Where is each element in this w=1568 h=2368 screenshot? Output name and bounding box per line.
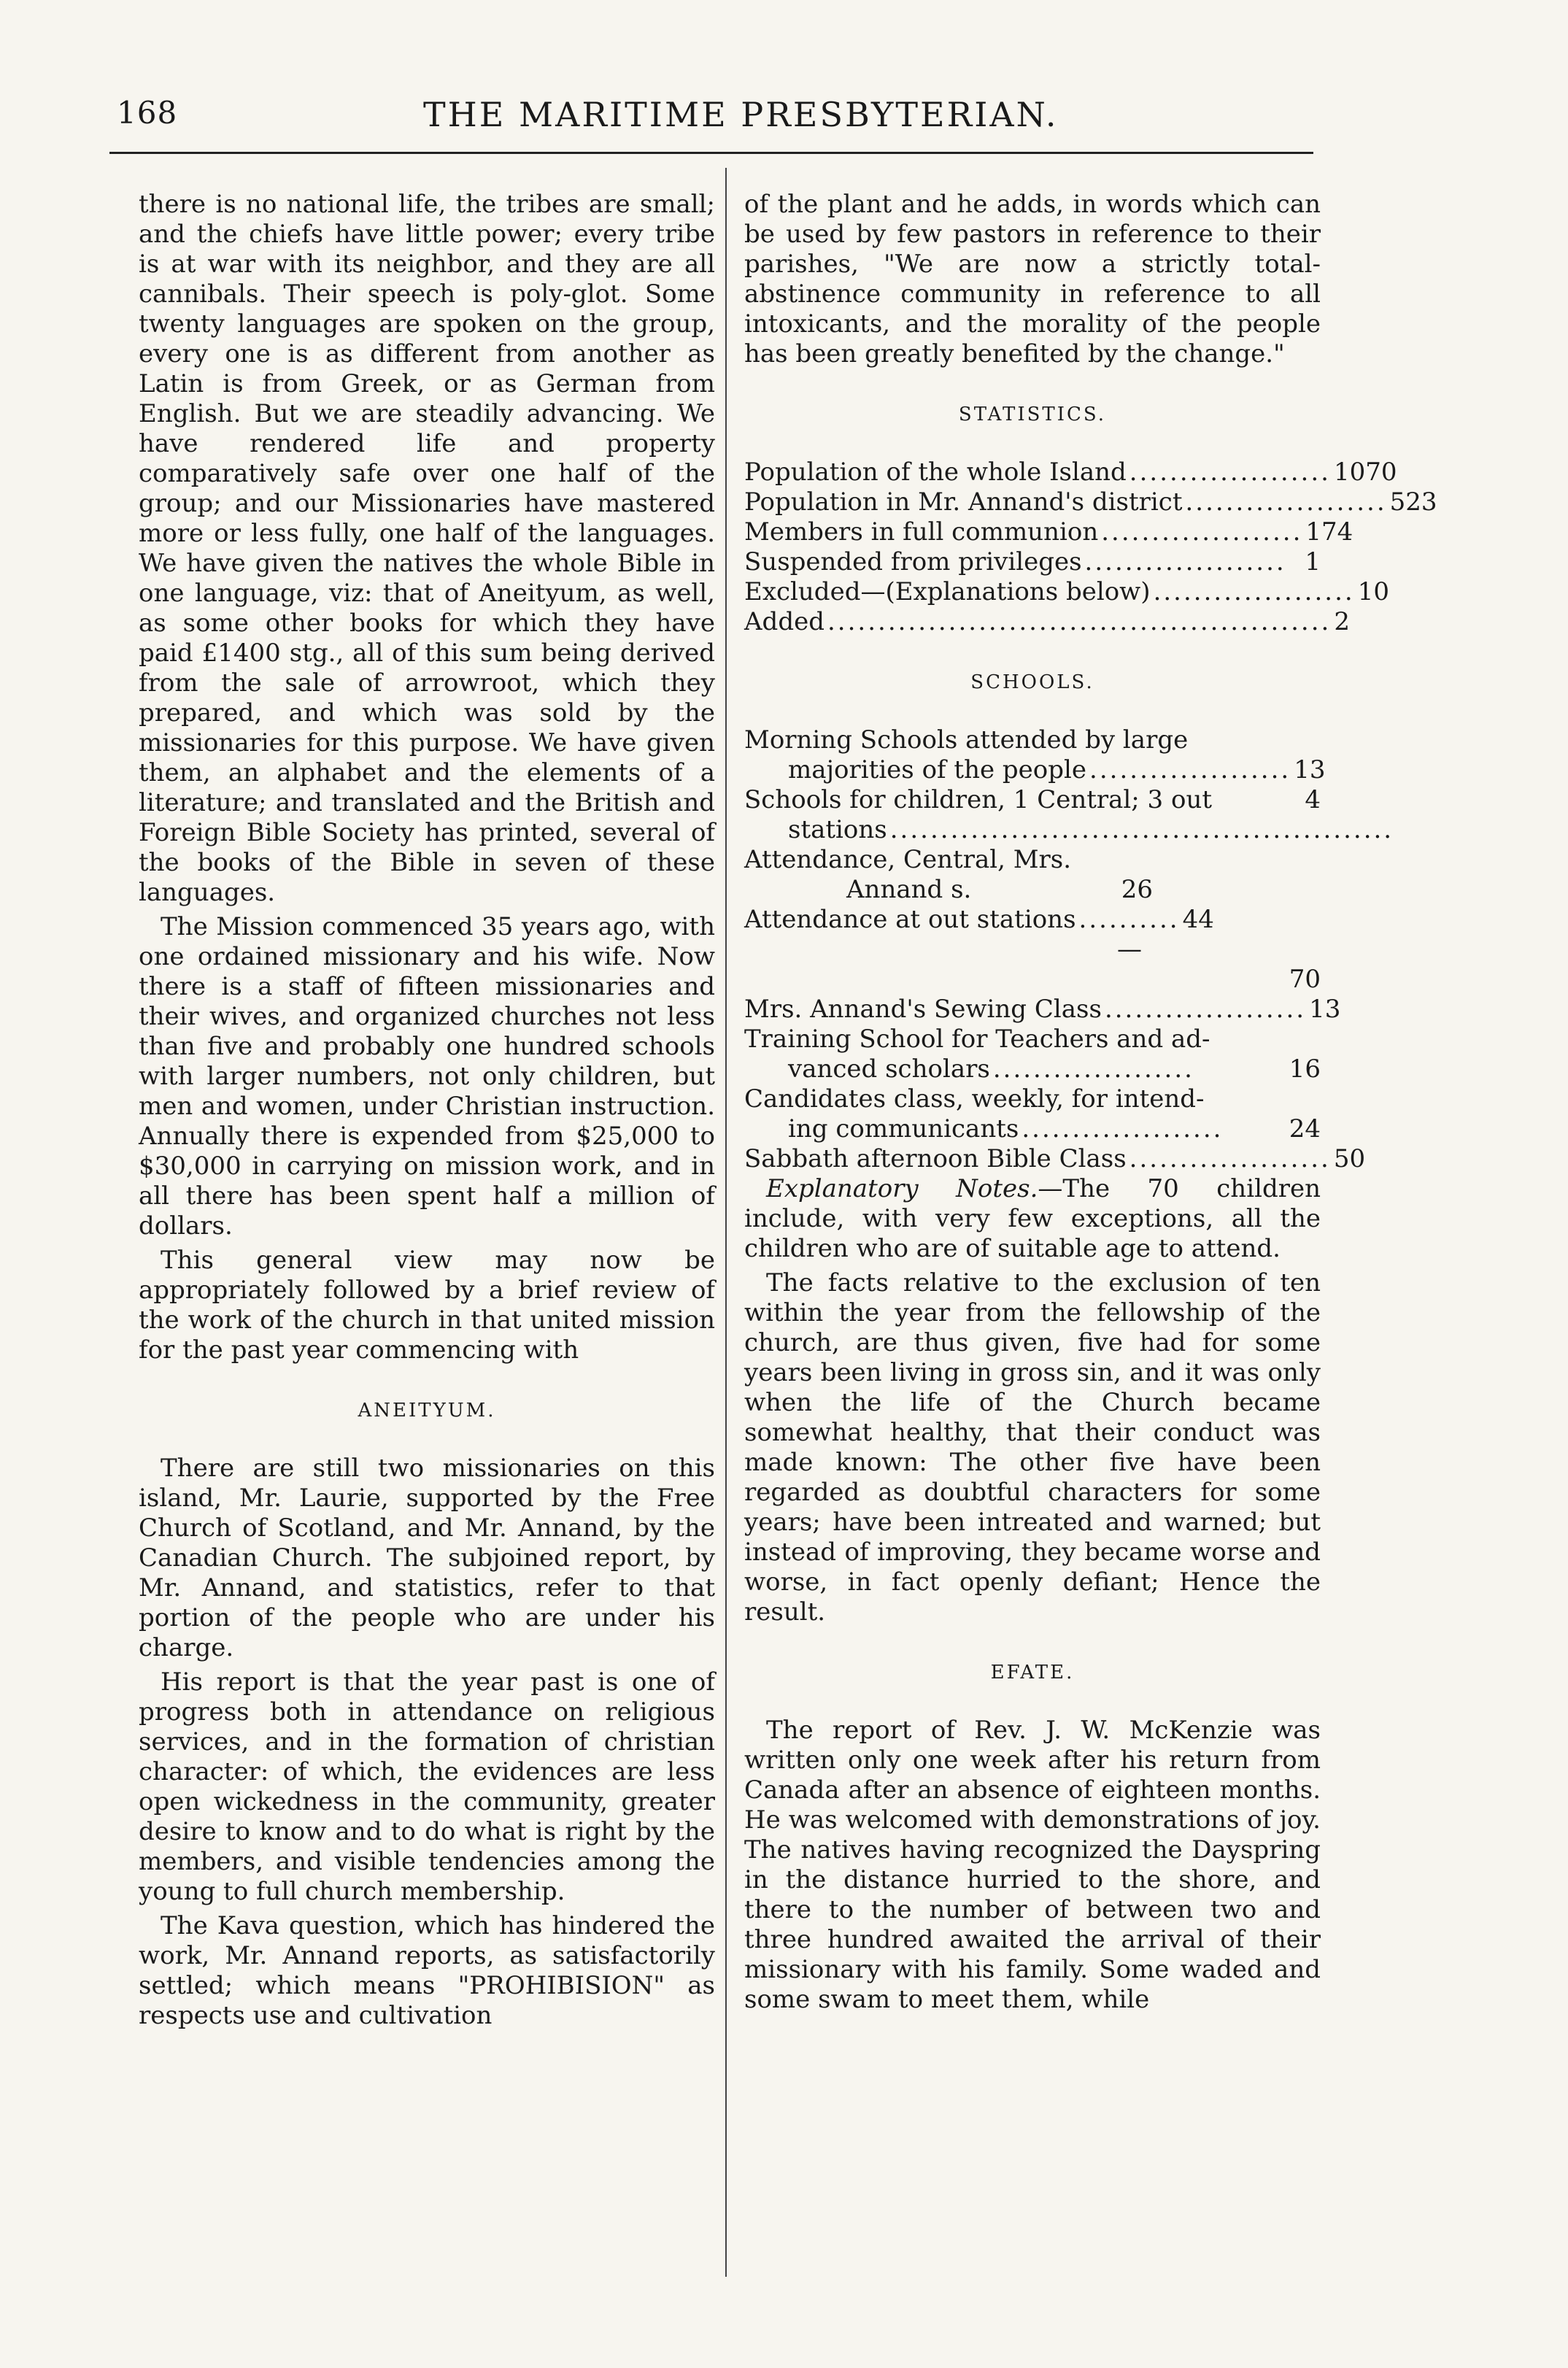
stat-label: Population in Mr. Annand's district — [744, 487, 1183, 517]
stat-row — [744, 607, 1350, 637]
stat-label: Sabbath afternoon Bible Class — [744, 1144, 1127, 1173]
stat-value: 13 — [1294, 755, 1326, 784]
leader-dots: .................... — [992, 1054, 1194, 1084]
notes-text: —The 70 children include, with very few exceptions, all the children who are of suitable age to attend. — [744, 1174, 1321, 1263]
total-rule: — — [1117, 935, 1142, 964]
stat-value: 1 — [1305, 547, 1321, 576]
paragraph: there is no national life, the tribes are small; and the chiefs have little power; every tribe is at war with its neighbor, and they are all cannibals. Their speech is poly-glot. Some twenty languages are spoken on the group, every one is as different from another as Latin is from Greek, or as German from English. But we are steadily advancing. We have rendered life and property comparatively safe over one half of the group; and our Missionaries have mastered more or less fully, one half of the languages. We have given the natives the whole Bible in one language, viz: that of Aneityum, as well, as some other books for which they have paid £1400 stg., all of this sum being derived from the sale of arrowroot, which they prepared, and which was sold by the missionaries for this purpose. We have given them, an alphabet and the elements of a literature; and translated and the British and Foreign Bible Society has printed, several of the books of the Bible in seven of these languages. — [139, 190, 715, 907]
running-title: THE MARITIME PRESBYTERIAN. — [423, 95, 1059, 134]
leader-dots: .................... — [1129, 1144, 1331, 1173]
stat-label: Attendance at out stations — [744, 905, 1076, 934]
paragraph: There are still two missionaries on this island, Mr. Laurie, supported by the Free Church of Scotland, and Mr. Annand, by the Canadian Church. The subjoined report, by Mr. Annand, and statistics, refer to that portion of the people who are under his charge. — [139, 1454, 715, 1662]
right-column — [744, 190, 1437, 2019]
stat-label: vanced scholars — [788, 1054, 990, 1084]
stat-label: Mrs. Annand's Sewing Class — [744, 995, 1102, 1024]
stat-label: Excluded—(Explanations below) — [744, 577, 1151, 606]
leader-dots: .................................................. — [827, 607, 1332, 636]
paragraph: His report is that the year past is one of progress both in attendance on religious services, and in the formation of christian character: of which, the evidences are less open wickedness in the community, greater desire to know and to do what is right by the members, and visible tendencies among the young to full church membership. — [139, 1667, 715, 1906]
stat-row — [744, 995, 1341, 1025]
stat-value: 24 — [1289, 1114, 1321, 1143]
stat-label: Added — [744, 607, 824, 636]
paragraph: of the plant and he adds, in words which can be used by few pastors in reference to their parishes, "We are now a strictly total-abstinence community in reference to all intoxicants, and the morality of the people has been greatly benefited by the change." — [744, 190, 1321, 369]
leader-dots: .................... — [1153, 577, 1355, 606]
stat-value: 13 — [1309, 995, 1341, 1024]
schools-list — [744, 725, 1394, 1174]
leader-dots: .................... — [1129, 458, 1331, 487]
leader-dots: .......... — [1078, 905, 1180, 934]
stat-row — [744, 785, 1321, 815]
section-heading-aneityum: ANEITYUM. — [358, 1400, 496, 1422]
stat-row — [744, 487, 1437, 517]
stat-value: 16 — [1289, 1054, 1321, 1084]
leader-dots: .................... — [1089, 755, 1291, 784]
stat-row — [744, 1054, 1321, 1084]
stat-value: 26 — [1121, 875, 1153, 904]
stat-label: ing communicants — [788, 1114, 1019, 1143]
stat-row — [744, 1144, 1366, 1174]
paragraph: The Kava question, which has hindered the work, Mr. Annand reports, as satisfactorily settled; which means "PROHIBISION" as respects use and cultivation — [139, 1911, 715, 2030]
stat-label: Population of the whole Island — [744, 458, 1127, 487]
stat-value: 10 — [1357, 577, 1389, 606]
stat-value: 174 — [1305, 517, 1353, 547]
leader-dots: .................... — [1185, 487, 1387, 517]
left-column — [139, 190, 715, 2035]
page-header — [117, 95, 1313, 153]
school-entry-line: Candidates class, weekly, for intend- — [744, 1084, 1205, 1114]
stat-label: Schools for children, 1 Central; 3 out — [744, 785, 1213, 814]
leader-dots: .................... — [1104, 995, 1307, 1024]
column-divider — [725, 168, 727, 2277]
stat-value: 50 — [1333, 1144, 1366, 1173]
total-value: 70 — [1289, 965, 1321, 994]
stat-row — [744, 458, 1397, 487]
stat-value: 523 — [1389, 487, 1437, 517]
stat-value: 44 — [1182, 905, 1214, 934]
leader-dots: .................................................. — [889, 815, 1394, 844]
paragraph: This general view may now be appropriately followed by a brief review of the work of the church in that united mission for the past year commencing with — [139, 1246, 715, 1365]
stat-label: stations — [788, 815, 887, 844]
notes-lead: Explanatory Notes. — [766, 1174, 1038, 1203]
paragraph: The Mission commenced 35 years ago, with one ordained missionary and his wife. Now there is a staff of fifteen missionaries and their wives, and organized churches not less than five and probably one hundred schools with larger numbers, not only children, but men and women, under Christian instruction. Annually there is expended from $25,000 to $30,000 in carrying on mission work, and in all there has been spent half a million of dollars. — [139, 912, 715, 1241]
stat-value: 1070 — [1333, 458, 1397, 487]
section-heading-schools: SCHOOLS. — [970, 671, 1094, 693]
stat-value: 2 — [1334, 607, 1350, 636]
paragraph: The report of Rev. J. W. McKenzie was written only one week after his return from Canada after an absence of eighteen months. He was welcomed with demonstrations of joy. The natives having recognized the Dayspring in the distance hurried to the shore, and there to the number of between two and three hundred awaited the arrival of their missionary with his family. Some waded and some swam to meet them, while — [744, 1716, 1321, 2014]
stat-label: majorities of the people — [788, 755, 1087, 784]
section-heading-efate: EFATE. — [990, 1662, 1075, 1684]
school-entry-line: Morning Schools attended by large — [744, 725, 1189, 755]
leader-dots: .................... — [1084, 547, 1286, 576]
stat-row — [744, 755, 1326, 785]
stat-row — [744, 815, 1394, 845]
school-entry-line: Attendance, Central, Mrs. — [744, 845, 1072, 874]
header-rule — [109, 152, 1313, 154]
stat-row — [744, 577, 1389, 607]
stat-row — [744, 875, 1321, 905]
stat-row — [744, 1114, 1321, 1144]
stat-label: Members in full communion — [744, 517, 1099, 547]
stat-label: Annand s. — [846, 875, 972, 904]
stat-row — [744, 905, 1321, 935]
explanatory-notes — [744, 1174, 1321, 1264]
leader-dots: .................... — [1021, 1114, 1224, 1143]
paragraph: The facts relative to the exclusion of ten within the year from the fellowship of the church, are thus given, five had for some years been living in gross sin, and it was only when the life of the Church became somewhat healthy, that their conduct was made known: The other five have been regarded as doubtful characters for some years; have been intreated and warned; but instead of improving, they became worse and worse, in fact openly defiant; Hence the result. — [744, 1268, 1321, 1627]
stat-value: 4 — [1305, 785, 1321, 814]
stat-row — [744, 517, 1353, 547]
leader-dots: .................... — [1101, 517, 1303, 547]
statistics-list — [744, 458, 1437, 637]
page-number: 168 — [117, 95, 178, 131]
stat-row — [744, 547, 1321, 577]
section-heading-statistics: STATISTICS. — [958, 404, 1107, 425]
school-entry-line: Training School for Teachers and ad- — [744, 1025, 1210, 1054]
stat-label: Suspended from privileges — [744, 547, 1082, 576]
